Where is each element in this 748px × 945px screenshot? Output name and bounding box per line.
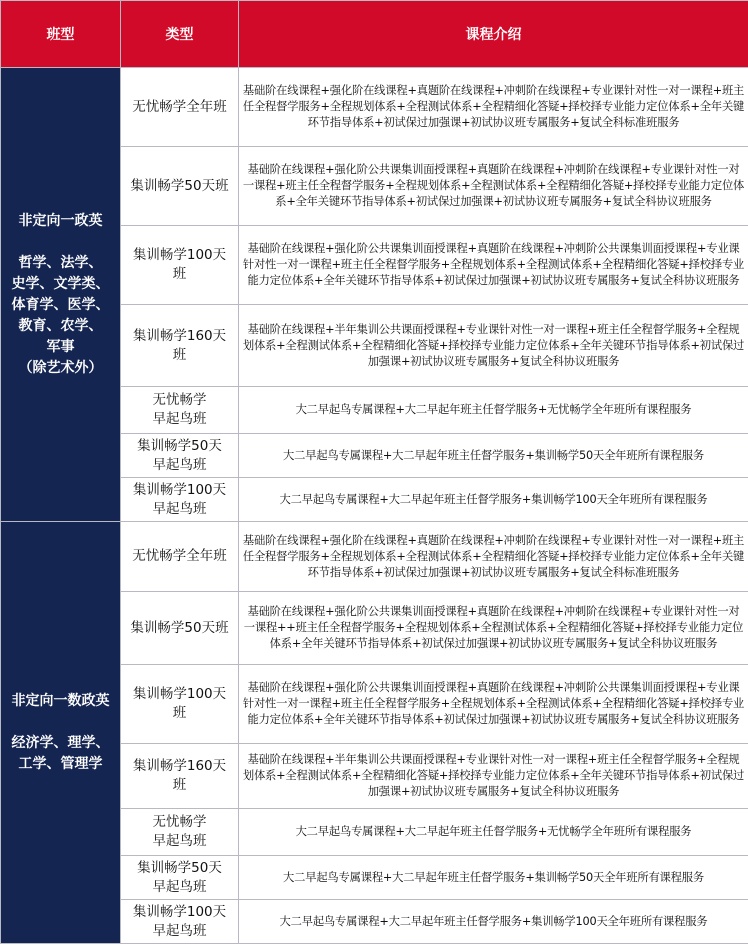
class-type xyxy=(121,226,239,305)
section-major-line: （除艺术外） xyxy=(18,359,103,376)
class-type xyxy=(121,434,239,478)
header-intro: 课程介绍 xyxy=(239,1,748,68)
class-type-line: 无忧畅学全年班 xyxy=(132,548,227,564)
class-type-line: 集训畅学50天 xyxy=(137,859,222,876)
class-type xyxy=(121,68,239,147)
class-type xyxy=(121,592,239,665)
course-intro: 大二早起鸟专属课程+大二早起年班主任督学服务+集训畅学100天全年班所有课程服务 xyxy=(239,478,748,522)
class-type-line: 无忧畅学全年班 xyxy=(132,98,227,115)
section-major-line: 哲学、法学、 xyxy=(18,254,103,271)
table-body xyxy=(1,68,748,944)
course-intro: 基础阶在线课程+半年集训公共课面授课程+专业课针对性一对一课程+班主任全程督学服务+全程规划体系+全程测试体系+全程精细化答疑+择校择专业能力定位体系+全年关键环节指导体系+初试保过加强课+初试协议班专属服务+复试全科协议班服务 xyxy=(239,305,748,387)
section-title: 非定向一政英 xyxy=(18,212,103,229)
course-intro: 基础阶在线课程+强化阶公共课集训面授课程+真题阶在线课程+冲刺阶公共课集训面授课程+专业课针对性一对一课程+班主任全程督学服务+全程规划体系+全程测试体系+全程精细化答疑+择校择专业能力定位体系+全年关键环节指导体系+初试保过加强课+初试协议班专属服务+复试全科协议班服务 xyxy=(239,226,748,305)
class-type-line: 集训畅学100天 xyxy=(132,247,227,263)
section-major-line: 工学、管理学 xyxy=(18,755,103,772)
section-major-line: 教育、农学、 xyxy=(18,317,103,334)
class-type-line: 班 xyxy=(172,346,187,363)
class-type-line: 集训畅学50天 xyxy=(137,437,222,454)
class-type-line: 早起鸟班 xyxy=(152,456,207,473)
class-type-line: 早起鸟班 xyxy=(152,878,207,895)
class-type xyxy=(121,744,239,809)
table-row xyxy=(1,68,748,147)
course-intro: 基础阶在线课程+强化阶公共课集训面授课程+真题阶在线课程+冲刺阶公共课集训面授课程+专业课针对性一对一课程+班主任全程督学服务+全程规划体系+全程测试体系+全程精细化答疑+择校择专业能力定位体系+全年关键环节指导体系+初试保过加强课+初试协议班专属服务+复试全科协议班服务 xyxy=(239,665,748,744)
class-type xyxy=(121,522,239,592)
class-type-line: 班 xyxy=(172,777,187,793)
class-type xyxy=(121,856,239,900)
class-type-line: 集训畅学50天班 xyxy=(130,177,229,194)
section-major-line: 经济学、理学、 xyxy=(11,734,110,751)
course-intro: 大二早起鸟专属课程+大二早起年班主任督学服务+无忧畅学全年班所有课程服务 xyxy=(239,387,748,434)
class-type xyxy=(121,305,239,387)
class-type-line: 集训畅学100天 xyxy=(132,903,227,920)
course-intro: 大二早起鸟专属课程+大二早起年班主任督学服务+集训畅学50天全年班所有课程服务 xyxy=(239,856,748,900)
class-type xyxy=(121,809,239,856)
course-intro: 基础阶在线课程+强化阶在线课程+真题阶在线课程+冲刺阶在线课程+专业课针对性一对一课程+班主任全程督学服务+全程规划体系+全程测试体系+全程精细化答疑+择校择专业能力定位体系+全年关键环节指导体系+初试保过加强课+初试协议班专属服务+复试全科标准班服务 xyxy=(239,522,748,592)
class-type xyxy=(121,387,239,434)
class-type-line: 班 xyxy=(172,705,187,721)
class-type-line: 无忧畅学 xyxy=(152,392,207,408)
header-type: 类型 xyxy=(121,1,239,68)
class-type-line: 无忧畅学 xyxy=(152,814,207,830)
class-type xyxy=(121,147,239,226)
course-intro: 大二早起鸟专属课程+大二早起年班主任督学服务+无忧畅学全年班所有课程服务 xyxy=(239,809,748,856)
class-type-line: 班 xyxy=(172,266,187,282)
course-intro: 大二早起鸟专属课程+大二早起年班主任督学服务+集训畅学100天全年班所有课程服务 xyxy=(239,900,748,944)
class-type-line: 集训畅学50天班 xyxy=(130,619,229,636)
class-type-line: 集训畅学160天 xyxy=(132,758,227,774)
course-intro: 基础阶在线课程+半年集训公共课面授课程+专业课针对性一对一课程+班主任全程督学服务+全程规划体系+全程测试体系+全程精细化答疑+择校择专业能力定位体系+全年关键环节指导体系+初试保过加强课+初试协议班专属服务+复试全科协议班服务 xyxy=(239,744,748,809)
table-row xyxy=(1,522,748,592)
class-type-line: 早起鸟班 xyxy=(152,500,207,517)
header-class: 班型 xyxy=(1,1,121,68)
section-category xyxy=(1,68,121,522)
section-major-line: 体育学、医学、 xyxy=(11,296,110,313)
course-intro: 基础阶在线课程+强化阶公共课集训面授课程+真题阶在线课程+冲刺阶在线课程+专业课针对性一对一课程++班主任全程督学服务+全程规划体系+全程测试体系+全程精细化答疑+择校择专业能力定位体系+全年关键环节指导体系+初试保过加强课+初试协议班专属服务+复试全科协议班服务 xyxy=(239,592,748,665)
section-category xyxy=(1,522,121,944)
class-type-line: 集训畅学100天 xyxy=(132,686,227,702)
course-intro: 大二早起鸟专属课程+大二早起年班主任督学服务+集训畅学50天全年班所有课程服务 xyxy=(239,434,748,478)
section-major-line: 史学、文学类、 xyxy=(11,275,110,292)
class-type xyxy=(121,478,239,522)
class-type xyxy=(121,900,239,944)
class-type xyxy=(121,665,239,744)
class-type-line: 集训畅学160天 xyxy=(132,327,227,344)
section-title: 非定向一数政英 xyxy=(11,692,110,709)
course-intro: 基础阶在线课程+强化阶在线课程+真题阶在线课程+冲刺阶在线课程+专业课针对性一对一课程+班主任全程督学服务+全程规划体系+全程测试体系+全程精细化答疑+择校择专业能力定位体系+全年关键环节指导体系+初试保过加强课+初试协议班专属服务+复试全科标准班服务 xyxy=(239,68,748,147)
course-intro: 基础阶在线课程+强化阶公共课集训面授课程+真题阶在线课程+冲刺阶在线课程+专业课针对性一对一课程+班主任全程督学服务+全程规划体系+全程测试体系+全程精细化答疑+择校择专业能力定位体系+全年关键环节指导体系+初试保过加强课+初试协议班专属服务+复试全科协议班服务 xyxy=(239,147,748,226)
class-type-line: 早起鸟班 xyxy=(152,411,207,427)
class-type-line: 集训畅学100天 xyxy=(132,481,227,498)
class-type-line: 早起鸟班 xyxy=(152,922,207,939)
section-major-line: 军事 xyxy=(46,338,75,355)
class-type-line: 早起鸟班 xyxy=(152,833,207,849)
header-row xyxy=(1,1,748,68)
